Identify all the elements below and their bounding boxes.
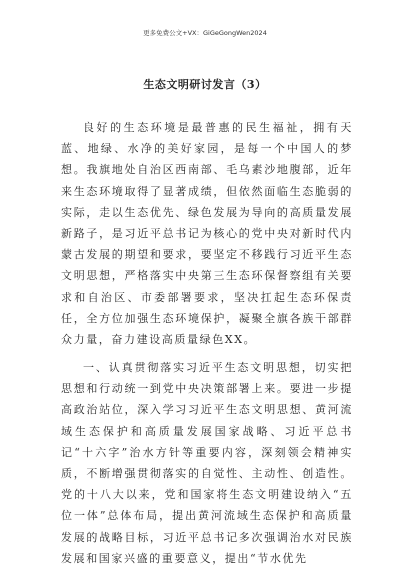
paragraph-intro: 良好的生态环境是最普惠的民生福祉，拥有天蓝、地绿、水净的美好家园，是每一个中国人的梦想。我旗地处自治区西南部、毛乌素沙地腹部，近年来生态环境取得了显著成绩，但依然面临生态脆弱的实际，走以生态优先、绿色发展为导向的高质量发展新路子，是习近平总书记为核心的党中央对新时代内蒙古发展的期望和要求，要坚定不移践行习近平生态文明思想，严格落实中央第三生态环保督察组有关要求和自治区、市委部署要求，坚决扛起生态环保责任，全方位加强生态环境保护，凝聚全旗各族干部群众力量，奋力建设高质量绿色XX。 — [61, 121, 353, 347]
document-title: 生态文明研讨发言（3） — [143, 78, 267, 91]
paragraph-section-one: 一、认真贯彻落实习近平生态文明思想，切实把思想和行动统一到党中央决策部署上来。要进一步提高政治站位，深入学习习近平生态文明思想、黄河流域生态保护和高质量发展国家战略、习近平总书记“十六字”治水方针等重要内容，深刻领会精神实质，不断增强贯彻落实的自觉性、主动性、创造性。党的十八大以来，党和国家将生态文明建设纳入“五位一体”总体布局，提出黄河流域生态保护和高质量发展的战略目标，习近平总书记多次强调治水对民族发展和国家兴盛的重要意义，提出“节水优先 — [61, 361, 353, 565]
header-note: 更多免费公文+VX：GiGeGongWen2024 — [143, 29, 267, 37]
